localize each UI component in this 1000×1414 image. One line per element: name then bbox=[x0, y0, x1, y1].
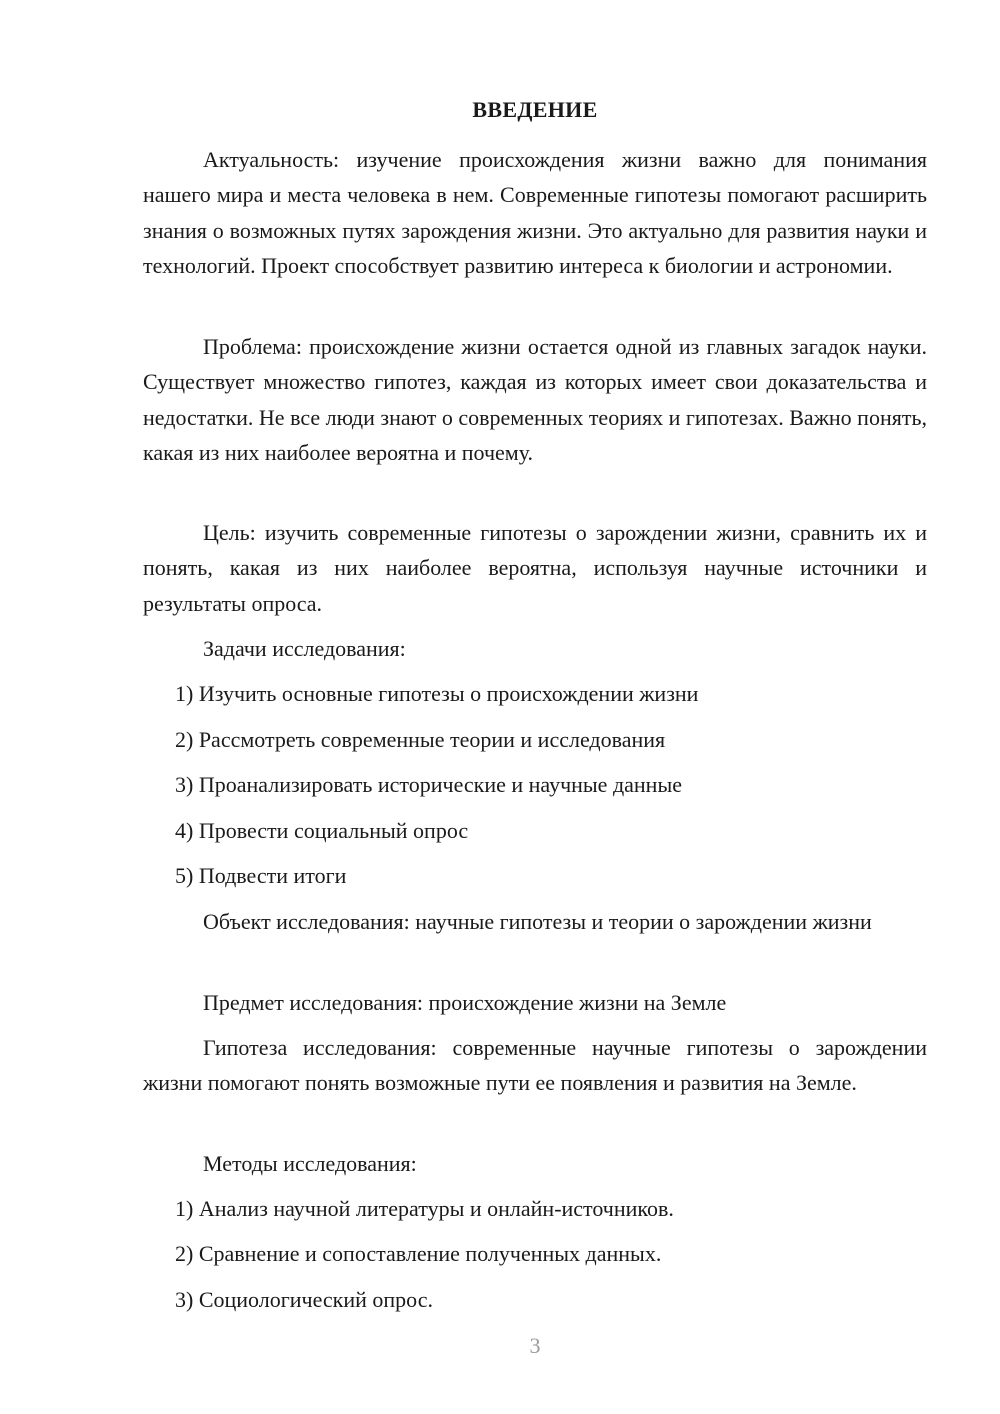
object-paragraph: Объект исследования: научные гипотезы и теории о зарождении жизни bbox=[203, 909, 872, 934]
subject-paragraph: Предмет исследования: происхождение жизни на Земле bbox=[203, 990, 727, 1015]
page-number: 3 bbox=[529, 1333, 541, 1358]
task-item: 2) Рассмотреть современные теории и исследования bbox=[175, 727, 666, 752]
task-item: 1) Изучить основные гипотезы о происхождении жизни bbox=[175, 681, 699, 706]
method-item: 3) Социологический опрос. bbox=[175, 1287, 433, 1312]
task-item: 3) Проанализировать исторические и научные данные bbox=[175, 772, 682, 797]
method-item: 1) Анализ научной литературы и онлайн-источников. bbox=[175, 1196, 674, 1221]
task-item: 5) Подвести итоги bbox=[175, 863, 347, 888]
relevance-paragraph: Актуальность: изучение происхождения жизни важно для понимания нашего мира и места человека в нем. Современные гипотезы помогают расширить знания о возможных путях зарождения жизни. Это актуально для развития науки и технологий. Проект способствует развитию интереса к биологии и астрономии. bbox=[143, 147, 927, 278]
task-item: 4) Провести социальный опрос bbox=[175, 818, 469, 843]
method-item: 2) Сравнение и сопоставление полученных данных. bbox=[175, 1241, 662, 1266]
goal-paragraph: Цель: изучить современные гипотезы о зарождении жизни, сравнить их и понять, какая из них наиболее вероятна, используя научные источники и результаты опроса. bbox=[143, 520, 927, 616]
document-page bbox=[143, 0, 927, 1414]
tasks-heading: Задачи исследования: bbox=[203, 636, 406, 661]
problem-paragraph: Проблема: происхождение жизни остается одной из главных загадок науки. Существует множество гипотез, каждая из которых имеет свои доказательства и недостатки. Не все люди знают о современных теориях и гипотезах. Важно понять, какая из них наиболее вероятна и почему. bbox=[143, 334, 927, 465]
methods-heading: Методы исследования: bbox=[203, 1151, 417, 1176]
hypothesis-paragraph: Гипотеза исследования: современные научные гипотезы о зарождении жизни помогают понять возможные пути ее появления и развития на Земле. bbox=[143, 1035, 927, 1096]
page-title: ВВЕДЕНИЕ bbox=[472, 97, 598, 122]
